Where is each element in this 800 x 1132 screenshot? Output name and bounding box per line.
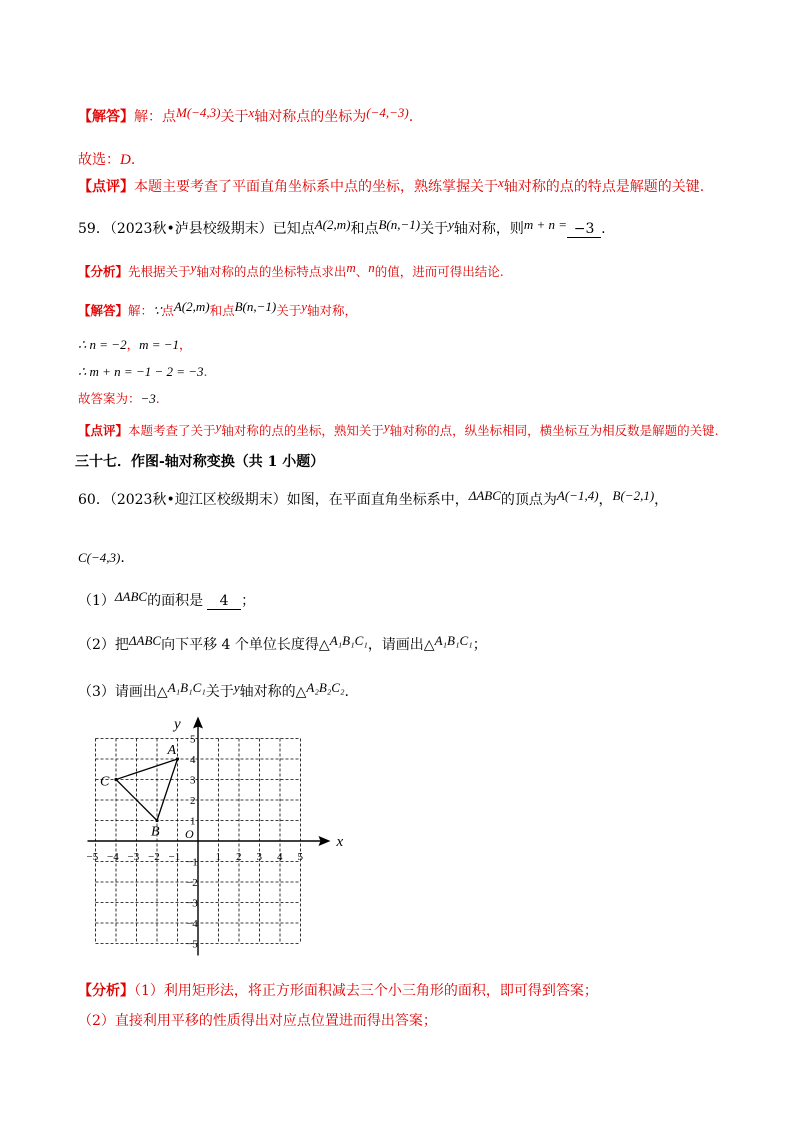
math-expr: A(−1,4) xyxy=(556,488,599,503)
origin-label: O xyxy=(185,827,194,841)
analysis-text: 的值，进而可得出结论. xyxy=(374,264,504,279)
analysis-60-line2: （2）直接利用平移的性质得出对应点位置进而得出答案； xyxy=(78,1013,437,1029)
question-60-part3 xyxy=(78,682,349,702)
math-expr: m + n = xyxy=(523,217,568,232)
analysis-text: 轴对称的点的坐标特点求出 xyxy=(196,264,347,279)
analysis-59-line xyxy=(78,262,504,282)
punct: ； xyxy=(241,593,256,609)
math-expr: A₁B₁C₁ xyxy=(434,633,473,648)
axes xyxy=(88,717,344,956)
answer-text: 轴对称点的坐标为 xyxy=(254,109,367,125)
answer-58-line xyxy=(78,107,413,127)
analysis-text: （1）利用矩形法，将正方形面积减去三个小三角形的面积，即可得到答案； xyxy=(134,983,598,999)
question-text: 轴对称，则 xyxy=(453,221,524,237)
punct: . xyxy=(344,684,349,700)
question-source: （2023秋•迎江区校级期末）如图，在平面直角坐标系中， xyxy=(109,492,469,508)
question-60-part1 xyxy=(78,591,255,611)
solution-text: 关于 xyxy=(276,303,302,318)
part-text: 轴对称的△ xyxy=(239,684,307,700)
analysis-60-line1 xyxy=(78,981,598,1001)
x-axis-label: x xyxy=(336,834,344,850)
math-expr: A(2,m) xyxy=(314,217,351,232)
math-expr: ΔABC xyxy=(128,633,162,648)
vertex-point-a xyxy=(176,757,179,760)
y-axis-label: y xyxy=(174,716,181,733)
x-tick-label: 4 xyxy=(277,851,283,863)
x-tick-label: 5 xyxy=(297,851,303,863)
math-expr: y xyxy=(448,217,454,232)
solution-tag: 【解答】 xyxy=(78,303,129,318)
question-text: ， xyxy=(598,492,613,508)
part-text: 关于 xyxy=(205,684,234,700)
x-tick-label: −3 xyxy=(127,851,140,863)
part-text: （3）请画出△ xyxy=(78,684,168,700)
comment-text: 本题考查了关于 xyxy=(128,423,216,438)
y-tick-label: 1 xyxy=(190,815,196,828)
comment-text: 轴对称的点的特点是解题的关键. xyxy=(503,179,705,195)
math-expr: y xyxy=(383,419,390,434)
math-expr: C(−4,3) xyxy=(78,550,121,565)
vertex-point-b xyxy=(155,819,158,822)
math-expr: y xyxy=(301,299,308,314)
solution-59-step1 xyxy=(78,335,192,355)
analysis-text: 、 xyxy=(355,264,369,279)
x-tick-label: −5 xyxy=(86,851,99,863)
y-tick-label: 4 xyxy=(190,754,196,766)
punct: . xyxy=(155,391,160,406)
x-tick-label: 2 xyxy=(236,851,242,863)
part-text: （2）把 xyxy=(78,637,129,653)
vertex-label-a: A xyxy=(167,743,177,758)
choose-text: 故选： xyxy=(78,152,120,168)
analysis-text: 先根据关于 xyxy=(128,264,191,279)
math-expr: ΔABC xyxy=(468,488,501,503)
punct: ， xyxy=(179,337,192,352)
part-text: ，请画出△ xyxy=(367,637,435,653)
y-tick-label: −5 xyxy=(186,938,198,951)
comment-text: 轴对称的点，纵坐标相同，横坐标互为相反数是解题的关键. xyxy=(389,423,719,438)
question-60 xyxy=(78,490,668,510)
math-expr: m xyxy=(346,260,356,275)
tick-labels xyxy=(87,734,304,951)
question-text: ， xyxy=(654,492,669,508)
math-expr: x xyxy=(248,105,255,120)
question-text: 和点 xyxy=(350,221,379,237)
answer-text: 关于 xyxy=(220,109,249,125)
comment-tag: 【点评】 xyxy=(78,179,134,195)
answer-text: . xyxy=(408,109,414,125)
question-60-line2 xyxy=(78,548,125,568)
analysis-tag: 【分析】 xyxy=(78,264,129,279)
triangle-abc xyxy=(100,743,179,840)
y-tick-label: −4 xyxy=(186,918,198,930)
section-title: 三十七．作图-轴对称变换（共 1 小题） xyxy=(75,454,325,470)
answer-text: 解：点 xyxy=(134,109,176,125)
coordinate-grid-figure xyxy=(70,712,344,962)
analysis-tag: 【分析】 xyxy=(78,983,134,999)
answer-blank: 4 xyxy=(207,593,241,610)
math-expr: ∴ m + n = −1 − 2 = −3 xyxy=(78,364,204,379)
y-tick-label: 5 xyxy=(190,733,196,746)
math-expr: A₂B₂C₂ xyxy=(306,680,345,695)
vertex-point-c xyxy=(114,778,117,781)
y-tick-label: −3 xyxy=(186,897,198,910)
math-expr: ΔABC xyxy=(114,589,148,604)
solution-59-line xyxy=(78,301,357,321)
math-expr: A(2,m) xyxy=(173,299,210,314)
part-text: 的面积是 xyxy=(147,593,204,609)
math-expr: M(−4,3) xyxy=(176,105,221,120)
math-expr: B(n,−1) xyxy=(378,217,421,232)
choose-58-line xyxy=(78,150,135,170)
math-expr: ∵ xyxy=(153,303,162,318)
math-expr: y xyxy=(233,680,240,695)
question-source: （2023秋•泸县校级期末）已知点 xyxy=(109,221,315,237)
x-tick-label: 3 xyxy=(256,851,262,863)
x-tick-label: −1 xyxy=(168,851,181,863)
vertex-label-c: C xyxy=(100,774,110,790)
triangle-abc-outline xyxy=(116,759,178,821)
choose-text: . xyxy=(130,152,136,168)
math-expr: y xyxy=(215,419,222,434)
math-expr: A₁B₁C₁ xyxy=(329,633,368,648)
y-tick-label: 2 xyxy=(190,795,196,807)
answer-blank: −3 xyxy=(567,221,601,238)
y-tick-label: −2 xyxy=(186,877,198,889)
x-tick-label: −4 xyxy=(107,851,119,863)
question-number: 59． xyxy=(78,221,110,237)
part-number: （1） xyxy=(78,593,115,609)
math-expr: y xyxy=(190,260,197,275)
math-expr: ∴ n = −2 xyxy=(78,337,127,352)
y-tick-label: 3 xyxy=(190,774,196,787)
question-number: 60． xyxy=(78,492,110,508)
final-text: 故答案为： xyxy=(78,391,141,406)
final-59-line xyxy=(78,389,160,409)
math-expr: D xyxy=(120,152,131,168)
answer-tag: 【解答】 xyxy=(78,109,134,125)
solution-text: 轴对称， xyxy=(307,303,358,318)
vertex-label-b: B xyxy=(151,824,160,840)
math-expr: (−4,−3) xyxy=(366,105,409,120)
question-text: 关于 xyxy=(420,221,449,237)
punct: . xyxy=(203,364,208,379)
solution-59-step2 xyxy=(78,362,208,382)
math-expr: −3 xyxy=(140,391,156,406)
solution-text: 和点 xyxy=(209,303,235,318)
y-tick-label: −1 xyxy=(186,856,198,869)
math-expr: B(−2,1) xyxy=(612,488,655,503)
part-text: 向下平移 4 个单位长度得△ xyxy=(161,637,330,653)
comment-58-line xyxy=(78,177,704,197)
comment-59-line xyxy=(78,421,719,441)
punct: ， xyxy=(126,337,140,352)
math-expr: B(n,−1) xyxy=(234,299,277,314)
solution-text: 点 xyxy=(161,303,174,318)
comment-text: 本题主要考查了平面直角坐标系中点的坐标，熟练掌握关于 xyxy=(134,179,498,195)
solution-text: 解： xyxy=(128,303,154,318)
x-tick-label: 1 xyxy=(215,851,221,863)
question-59 xyxy=(78,219,606,239)
punct: ； xyxy=(472,637,487,653)
punct: . xyxy=(120,550,125,566)
comment-text: 轴对称的点的坐标，熟知关于 xyxy=(221,423,384,438)
math-expr: m = −1 xyxy=(139,337,180,352)
math-expr: x xyxy=(498,175,504,190)
comment-tag: 【点评】 xyxy=(78,423,129,438)
question-text: 的顶点为 xyxy=(500,492,557,508)
question-text: . xyxy=(601,221,606,237)
math-expr: n xyxy=(368,260,375,275)
x-tick-label: −2 xyxy=(148,851,160,863)
question-60-part2 xyxy=(78,635,487,655)
math-expr: A₁B₁C₁ xyxy=(167,680,206,695)
